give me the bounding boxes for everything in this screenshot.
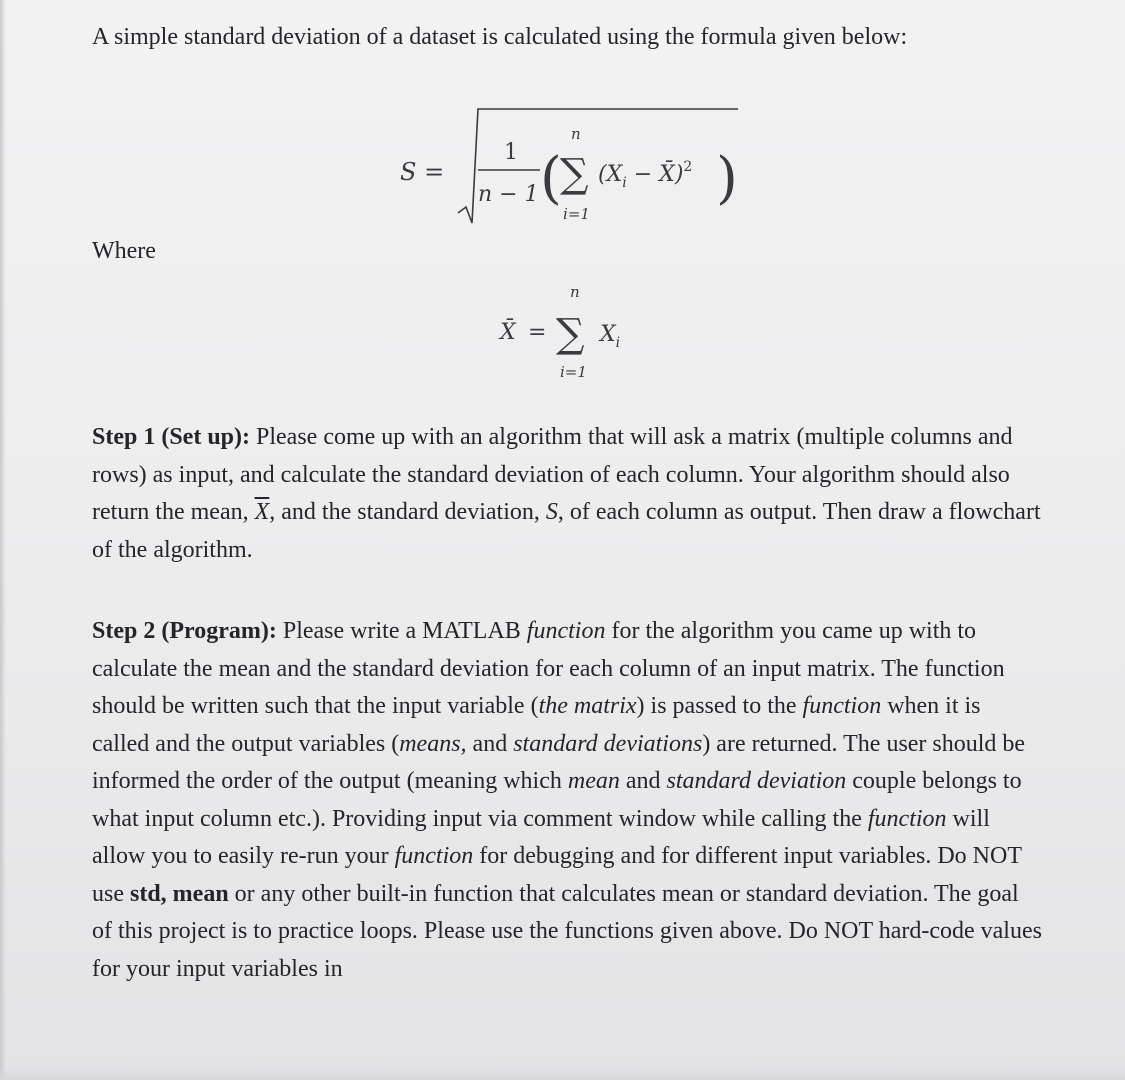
formula-mean-lhs: X̄ — [500, 320, 516, 345]
std-dev-formula — [380, 95, 760, 245]
formula-s-close-paren: ) — [716, 146, 738, 211]
formula-s-sum-upper: n — [571, 125, 581, 143]
mean-formula — [490, 275, 690, 385]
step1-label: Step 1 (Set up): — [92, 424, 251, 450]
formula-s-sum-symbol: ∑ — [560, 151, 589, 197]
formula-s-sum-lower: i=1 — [563, 205, 590, 223]
formula-s-numerator: 1 — [504, 140, 518, 165]
formula-s-open-paren: ( — [540, 146, 562, 211]
formula-mean-term: $X_i$ — [600, 322, 621, 351]
formula-s-summand: ($X_i$ − X̄)$^2$ — [598, 159, 693, 191]
screen-bezel-left — [0, 0, 6, 1080]
formula-mean-sum-upper: n — [570, 283, 580, 301]
forbidden-functions: std, mean — [130, 880, 229, 907]
screen-bezel-bottom — [0, 1068, 1125, 1080]
std-symbol: S — [545, 499, 558, 525]
formula-s-lhs: S = — [400, 158, 445, 186]
formula-s-denominator: n − 1 — [478, 182, 539, 207]
intro-paragraph: A simple standard deviation of a dataset is calculated using the formula given below: — [92, 24, 908, 50]
formula-mean-sum-lower: i=1 — [560, 363, 587, 381]
step2-label: Step 2 (Program): — [92, 618, 277, 644]
formula-mean-eq: = — [528, 320, 547, 345]
where-label: Where — [92, 238, 156, 264]
step2-paragraph: Step 2 (Program): Please write a MATLAB function for the algorithm you came up with to calculate the mean and the standard deviation for each column of an input matrix. The function should be written such that the input variable (the matrix) is passed to the function when it is called and the output variables (means, and standard deviations) are returned. The user should be informed the order of the output (meaning which mean and standard deviation couple belongs to what input column etc.). Providing input via comment window while calling the function will allow you to easily re-run your function for debugging and for different input variables. Do NOT use std, mean or any other built-in function that calculates mean or standard deviation. The goal of this project is to practice loops. Please use the functions given above. Do NOT hard-code values for your input variables in — [92, 618, 1042, 982]
mean-symbol: $\overline{X}$ — [254, 499, 270, 525]
step1-paragraph: Step 1 (Set up): Please come up with an algorithm that will ask a matrix (multiple columns and rows) as input, and calculate the standard deviation of each column. Your algorithm should also return the mean, $\overline{X}$, and the standard deviation, S, of each column as output. Then draw a flowchart of the algorithm. — [92, 424, 1041, 563]
formula-mean-sum-symbol: ∑ — [556, 311, 585, 357]
